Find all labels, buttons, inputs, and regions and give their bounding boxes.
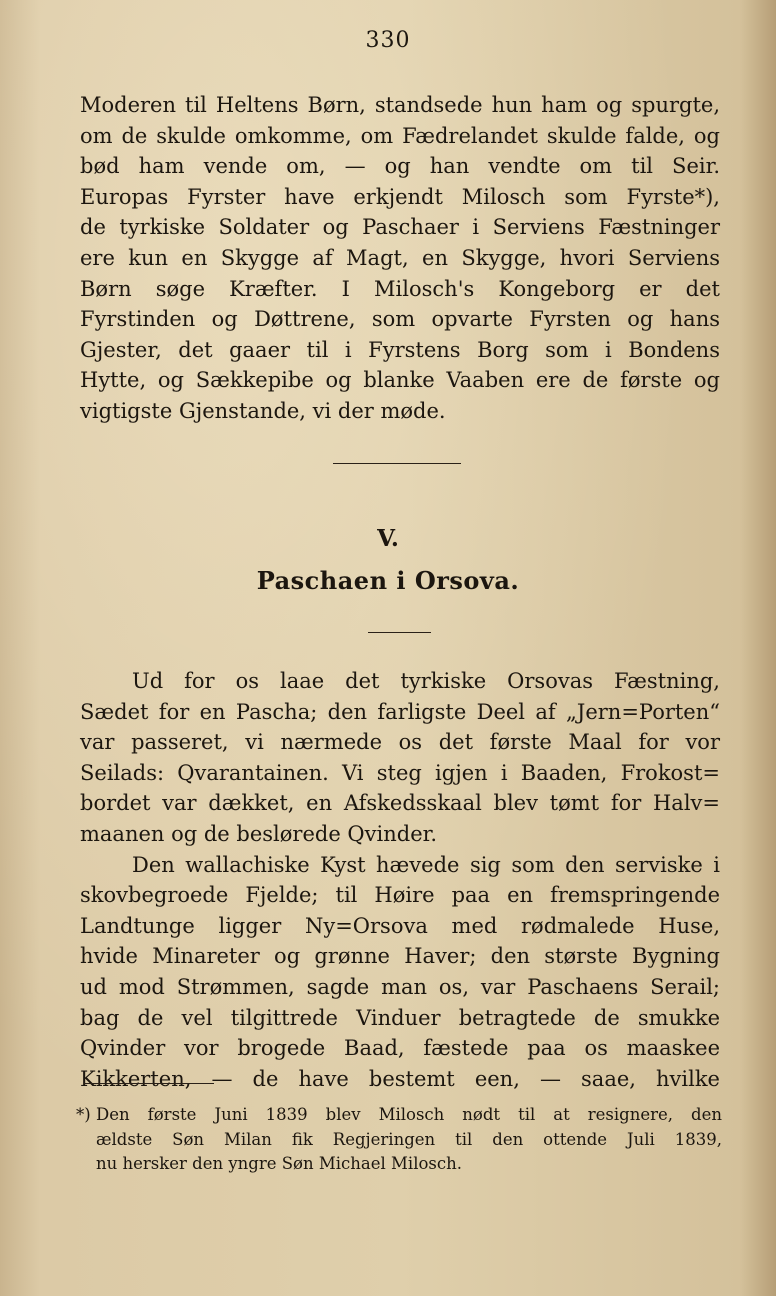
section-divider-bottom [368, 632, 431, 633]
text-line: bordet var dækket, en Afskedsskaal blev tømt for Halv= [80, 791, 720, 816]
text-line: Europas Fyrster have erkjendt Milosch som Fyrste*), [80, 184, 720, 209]
footnote-line: Den første Juni 1839 blev Milosch nødt til at resignere, den [96, 1105, 722, 1124]
text-line: Hytte, og Sækkepibe og blanke Vaaben ere de første og [80, 368, 720, 393]
section-number: V. [377, 525, 399, 552]
paragraph-2-and-3 [80, 666, 720, 1094]
text-line: Børn søge Kræfter. I Milosch's Kongeborg er det [80, 276, 720, 301]
footnote-marker: *) [76, 1105, 91, 1124]
section-title: Paschaen i Orsova. [256, 566, 520, 595]
text-line: Seilads: Qvarantainen. Vi steg igjen i Baaden, Frokost= [80, 760, 720, 785]
text-line: maanen og de beslørede Qvinder. [80, 821, 438, 846]
text-line: Qvinder vor brogede Baad, fæstede paa os maaskee [80, 1036, 720, 1061]
text-line: bød ham vende om, — og han vendte om til Seir. [80, 154, 720, 179]
footnote-divider [84, 1083, 214, 1084]
text-line: Ud for os laae det tyrkiske Orsovas Fæstning, [132, 669, 720, 693]
text-line: skovbegroede Fjelde; til Høire paa en fremspringende [80, 883, 720, 908]
text-line: vigtigste Gjenstande, vi der møde. [80, 398, 446, 423]
text-line: om de skulde omkomme, om Fædrelandet skulde falde, og [80, 123, 720, 148]
footnote-line: nu hersker den yngre Søn Michael Milosch. [96, 1154, 462, 1173]
text-line: bag de vel tilgittrede Vinduer betragtede de smukke [80, 1005, 720, 1030]
text-line: Gjester, det gaaer til i Fyrstens Borg som i Bondens [80, 337, 720, 362]
text-line: hvide Minareter og grønne Haver; den største Bygning [80, 944, 720, 969]
text-line: de tyrkiske Soldater og Paschaer i Serviens Fæstninger [80, 215, 720, 240]
text-line: Fyrstinden og Døttrene, som opvarte Fyrsten og hans [80, 307, 720, 332]
section-divider-top [333, 463, 461, 464]
footnote [76, 1103, 722, 1177]
paragraph-1 [80, 90, 720, 427]
text-line: Kikkerten, — de have bestemt een, — saae, hvilke [80, 1066, 720, 1091]
page-number: 330 [365, 28, 411, 53]
text-line: var passeret, vi nærmede os det første Maal for vor [80, 730, 720, 755]
text-line: ere kun en Skygge af Magt, en Skygge, hvori Serviens [80, 245, 720, 270]
text-line: Sædet for en Pascha; den farligste Deel af „Jern=Porten“ [80, 699, 720, 724]
text-line: Landtunge ligger Ny=Orsova med rødmalede Huse, [80, 913, 720, 938]
text-line: Den wallachiske Kyst hævede sig som den serviske i [132, 852, 720, 877]
text-line: ud mod Strømmen, sagde man os, var Paschaens Serail; [80, 974, 720, 999]
footnote-line: ældste Søn Milan fik Regjeringen til den ottende Juli 1839, [96, 1129, 722, 1149]
text-line: Moderen til Heltens Børn, standsede hun ham og spurgte, [80, 93, 720, 117]
